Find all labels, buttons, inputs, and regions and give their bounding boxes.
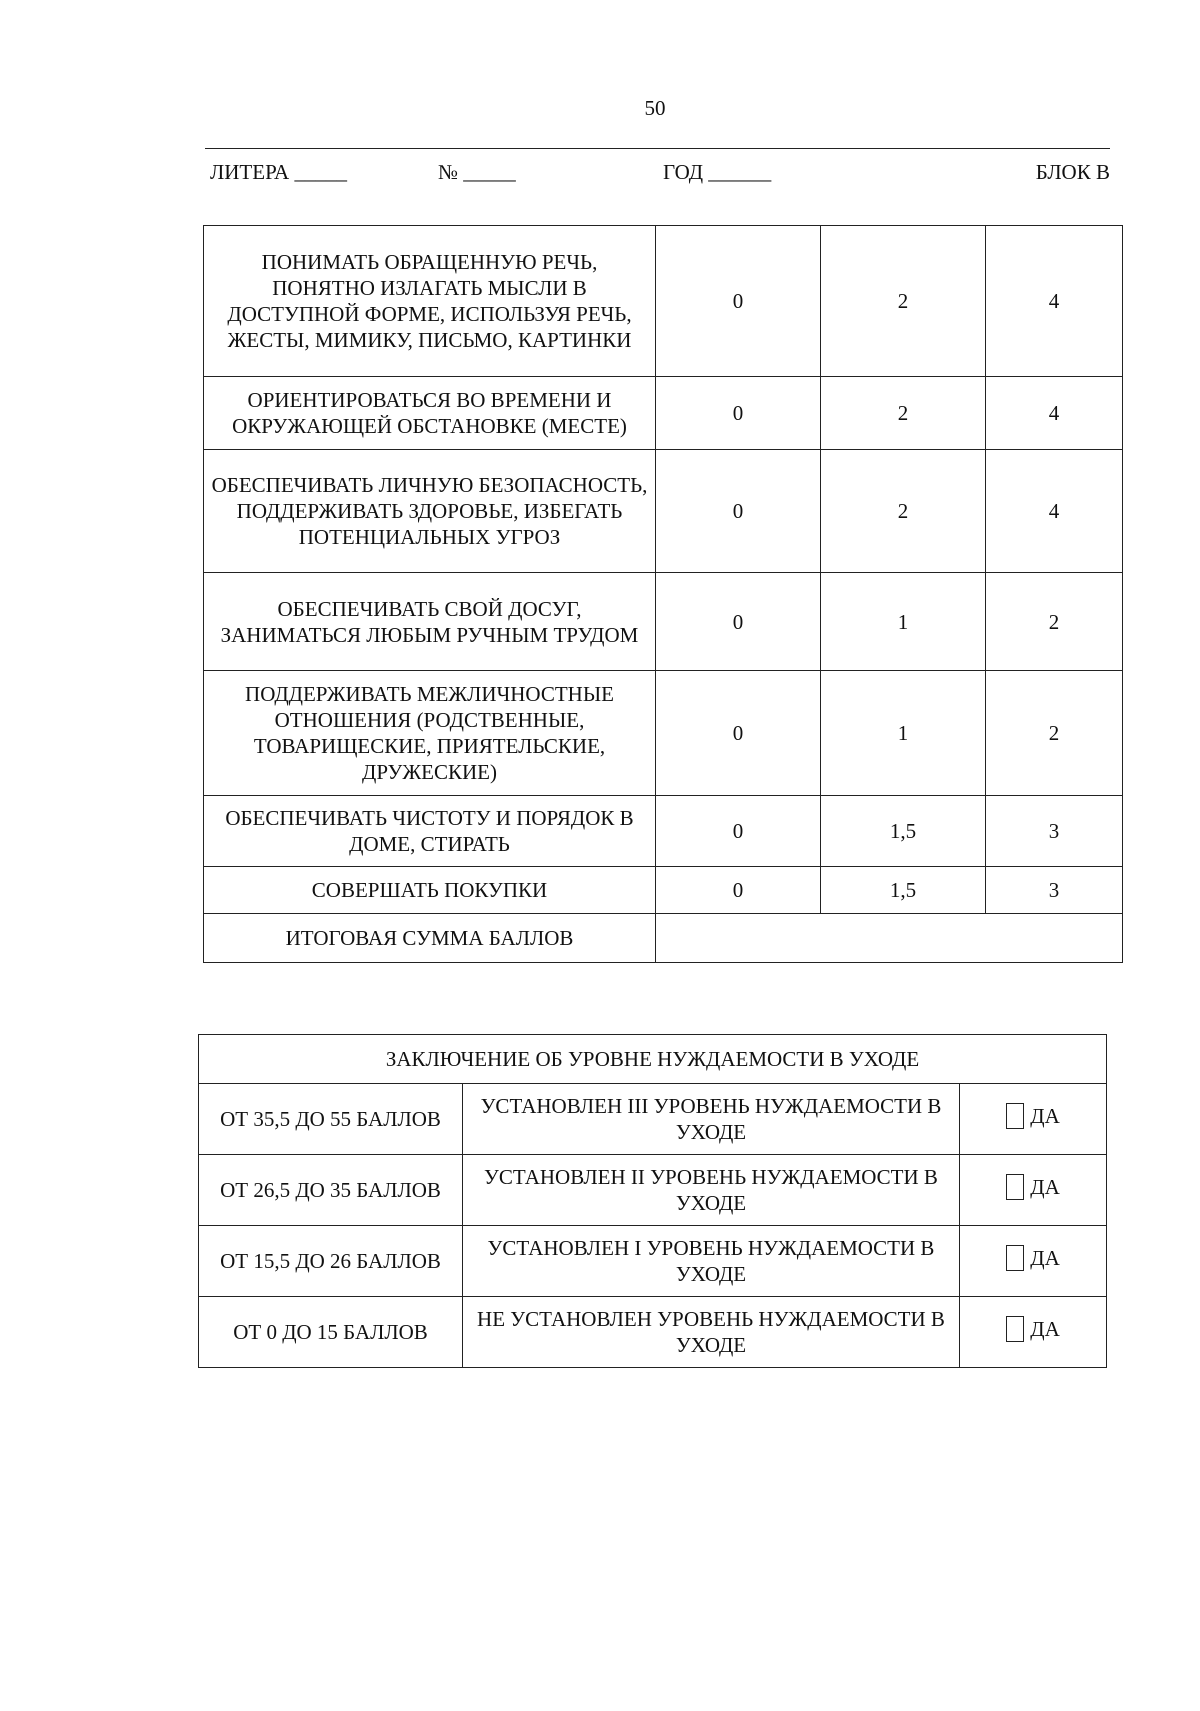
level-description: НЕ УСТАНОВЛЕН УРОВЕНЬ НУЖДАЕМОСТИ В УХОДЕ xyxy=(463,1297,960,1368)
score-option[interactable]: 0 xyxy=(656,377,821,450)
form-header xyxy=(205,160,1110,190)
score-option[interactable]: 3 xyxy=(986,796,1123,867)
score-option[interactable]: 1,5 xyxy=(821,796,986,867)
level-checkbox-cell xyxy=(960,1297,1107,1368)
yes-label: ДА xyxy=(1030,1317,1060,1341)
score-option[interactable]: 1 xyxy=(821,573,986,671)
conclusion-row xyxy=(199,1226,1107,1297)
score-range: ОТ 15,5 ДО 26 БАЛЛОВ xyxy=(199,1226,463,1297)
checkbox[interactable] xyxy=(1006,1103,1024,1129)
litera-field[interactable]: ЛИТЕРА _____ xyxy=(210,160,347,184)
score-option[interactable]: 0 xyxy=(656,226,821,377)
header-divider xyxy=(205,148,1110,149)
table-row xyxy=(204,573,1123,671)
total-row xyxy=(204,914,1123,963)
yes-label: ДА xyxy=(1030,1104,1060,1128)
score-option[interactable]: 2 xyxy=(986,573,1123,671)
criterion-label: ПОНИМАТЬ ОБРАЩЕННУЮ РЕЧЬ, ПОНЯТНО ИЗЛАГАТЬ МЫСЛИ В ДОСТУПНОЙ ФОРМЕ, ИСПОЛЬЗУЯ РЕЧЬ, ЖЕСТЫ, МИМИКУ, ПИСЬМО, КАРТИНКИ xyxy=(204,226,656,377)
conclusion-row xyxy=(199,1297,1107,1368)
conclusion-title: ЗАКЛЮЧЕНИЕ ОБ УРОВНЕ НУЖДАЕМОСТИ В УХОДЕ xyxy=(199,1035,1107,1084)
score-option[interactable]: 0 xyxy=(656,671,821,796)
score-option[interactable]: 4 xyxy=(986,377,1123,450)
yes-label: ДА xyxy=(1030,1246,1060,1270)
criterion-label: ОБЕСПЕЧИВАТЬ ЧИСТОТУ И ПОРЯДОК В ДОМЕ, СТИРАТЬ xyxy=(204,796,656,867)
level-checkbox-cell xyxy=(960,1084,1107,1155)
criterion-label: СОВЕРШАТЬ ПОКУПКИ xyxy=(204,867,656,914)
score-range: ОТ 35,5 ДО 55 БАЛЛОВ xyxy=(199,1084,463,1155)
total-label: ИТОГОВАЯ СУММА БАЛЛОВ xyxy=(204,914,656,963)
table-row xyxy=(204,867,1123,914)
score-range: ОТ 26,5 ДО 35 БАЛЛОВ xyxy=(199,1155,463,1226)
checkbox[interactable] xyxy=(1006,1174,1024,1200)
conclusion-row xyxy=(199,1084,1107,1155)
score-option[interactable]: 2 xyxy=(821,226,986,377)
score-option[interactable]: 1,5 xyxy=(821,867,986,914)
yes-label: ДА xyxy=(1030,1175,1060,1199)
score-option[interactable]: 4 xyxy=(986,226,1123,377)
score-option[interactable]: 2 xyxy=(821,377,986,450)
conclusion-table xyxy=(198,1034,1107,1368)
table-row xyxy=(204,796,1123,867)
score-range: ОТ 0 ДО 15 БАЛЛОВ xyxy=(199,1297,463,1368)
criterion-label: ОБЕСПЕЧИВАТЬ ЛИЧНУЮ БЕЗОПАСНОСТЬ, ПОДДЕРЖИВАТЬ ЗДОРОВЬЕ, ИЗБЕГАТЬ ПОТЕНЦИАЛЬНЫХ УГРОЗ xyxy=(204,450,656,573)
criterion-label: ПОДДЕРЖИВАТЬ МЕЖЛИЧНОСТНЫЕ ОТНОШЕНИЯ (РОДСТВЕННЫЕ, ТОВАРИЩЕСКИЕ, ПРИЯТЕЛЬСКИЕ, ДРУЖЕСКИЕ) xyxy=(204,671,656,796)
page-number: 50 xyxy=(644,96,666,120)
criterion-label: ОБЕСПЕЧИВАТЬ СВОЙ ДОСУГ, ЗАНИМАТЬСЯ ЛЮБЫМ РУЧНЫМ ТРУДОМ xyxy=(204,573,656,671)
level-checkbox-cell xyxy=(960,1226,1107,1297)
score-option[interactable]: 4 xyxy=(986,450,1123,573)
level-checkbox-cell xyxy=(960,1155,1107,1226)
number-field[interactable]: № _____ xyxy=(438,160,516,184)
checkbox[interactable] xyxy=(1006,1316,1024,1342)
score-option[interactable]: 2 xyxy=(986,671,1123,796)
conclusion-row xyxy=(199,1155,1107,1226)
level-description: УСТАНОВЛЕН II УРОВЕНЬ НУЖДАЕМОСТИ В УХОДЕ xyxy=(463,1155,960,1226)
year-field[interactable]: ГОД ______ xyxy=(663,160,772,184)
score-option[interactable]: 0 xyxy=(656,573,821,671)
checkbox[interactable] xyxy=(1006,1245,1024,1271)
level-description: УСТАНОВЛЕН III УРОВЕНЬ НУЖДАЕМОСТИ В УХОДЕ xyxy=(463,1084,960,1155)
table-row xyxy=(204,377,1123,450)
table-row xyxy=(204,450,1123,573)
block-label: БЛОК В xyxy=(1035,160,1110,184)
score-option[interactable]: 2 xyxy=(821,450,986,573)
criterion-label: ОРИЕНТИРОВАТЬСЯ ВО ВРЕМЕНИ И ОКРУЖАЮЩЕЙ ОБСТАНОВКЕ (МЕСТЕ) xyxy=(204,377,656,450)
score-option[interactable]: 0 xyxy=(656,450,821,573)
score-option[interactable]: 0 xyxy=(656,867,821,914)
conclusion-title-row xyxy=(199,1035,1107,1084)
score-option[interactable]: 0 xyxy=(656,796,821,867)
assessment-table xyxy=(203,225,1123,963)
table-row xyxy=(204,671,1123,796)
score-option[interactable]: 3 xyxy=(986,867,1123,914)
total-score-field[interactable] xyxy=(656,914,1123,963)
level-description: УСТАНОВЛЕН I УРОВЕНЬ НУЖДАЕМОСТИ В УХОДЕ xyxy=(463,1226,960,1297)
table-row xyxy=(204,226,1123,377)
score-option[interactable]: 1 xyxy=(821,671,986,796)
